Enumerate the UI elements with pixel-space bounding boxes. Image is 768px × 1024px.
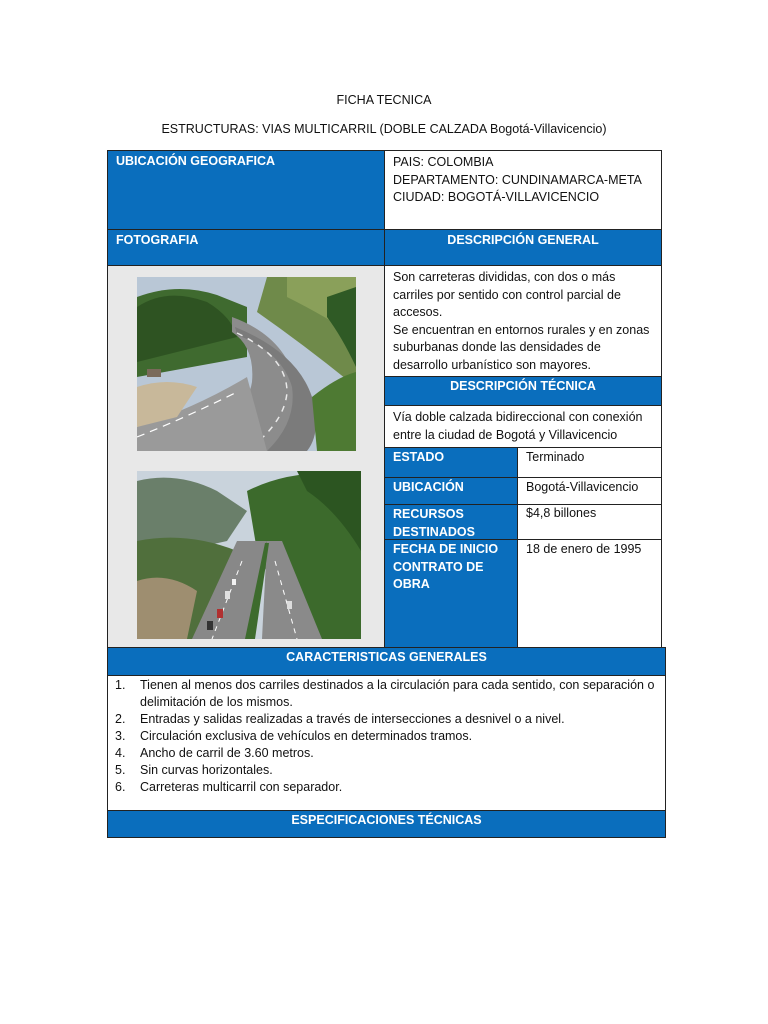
fotografia-header [107, 229, 385, 266]
list-item [108, 677, 655, 711]
caracteristicas-list-cell [107, 675, 666, 811]
descripcion-tecnica-body [384, 405, 662, 448]
estado-value [517, 447, 662, 478]
estado-label-text: ESTADO [393, 450, 445, 464]
list-item-text: Sin curvas horizontales. [140, 763, 273, 777]
highway-valley-photo [137, 471, 361, 639]
list-item [108, 711, 655, 728]
list-item-number: 1. [115, 678, 126, 692]
descripcion-general-text1: Son carreteras divididas, con dos o más carriles por sentido con control parcial de accesos. [393, 270, 621, 319]
descripcion-general-header [384, 229, 662, 266]
ubicacion-detail-label [384, 477, 518, 505]
list-item-number: 6. [115, 780, 126, 794]
fecha-inicio-label [384, 539, 518, 648]
ubicacion-detail-label-text: UBICACIÓN [393, 480, 464, 494]
list-item-text: Carreteras multicarril con separador. [140, 780, 343, 794]
recursos-label [384, 504, 518, 540]
list-item-number: 2. [115, 712, 126, 726]
highway-curve-photo [137, 277, 356, 451]
recursos-label-text: RECURSOS DESTINADOS [393, 507, 475, 539]
estado-value-text: Terminado [526, 450, 585, 464]
list-item-text: Entradas y salidas realizadas a través de intersecciones a desnivel o a nivel. [140, 712, 565, 726]
fecha-inicio-value [517, 539, 662, 648]
caracteristicas-header [107, 647, 666, 676]
list-item [108, 728, 655, 745]
fecha-inicio-value-text: 18 de enero de 1995 [526, 542, 642, 556]
fotografia-label: FOTOGRAFIA [116, 233, 199, 247]
departamento-text: DEPARTAMENTO: CUNDINAMARCA-META [393, 172, 642, 187]
ubicacion-detail-value-text: Bogotá-Villavicencio [526, 480, 639, 494]
recursos-value [517, 504, 662, 540]
ubicacion-detail-value [517, 477, 662, 505]
descripcion-general-label: DESCRIPCIÓN GENERAL [447, 233, 599, 247]
document-subtitle: ESTRUCTURAS: VIAS MULTICARRIL (DOBLE CALZADA Bogotá-Villavicencio) [161, 122, 607, 136]
descripcion-tecnica-text: Vía doble calzada bidireccional con conexión entre la ciudad de Bogotá y Villavicencio [393, 410, 643, 442]
ubicacion-label-text: UBICACIÓN GEOGRAFICA [116, 154, 276, 168]
descripcion-tecnica-label: DESCRIPCIÓN TÉCNICA [450, 379, 596, 393]
list-item-text: Tienen al menos dos carriles destinados a la circulación para cada sentido, con separación o delimitación de los mismos. [140, 678, 655, 709]
descripcion-general-text2: Se encuentran en entornos rurales y en zonas suburbanas donde las densidades de desarrollo urbanístico son mayores. [393, 322, 650, 372]
list-item [108, 779, 655, 796]
list-item-number: 5. [115, 763, 126, 777]
list-item-text: Ancho de carril de 3.60 metros. [140, 746, 314, 760]
fecha-inicio-label-text: FECHA DE INICIO CONTRATO DE OBRA [393, 542, 499, 591]
list-item-text: Circulación exclusiva de vehículos en determinados tramos. [140, 729, 473, 743]
caracteristicas-label: CARACTERISTICAS GENERALES [286, 650, 487, 664]
list-item [108, 745, 655, 762]
ubicacion-label [107, 150, 385, 230]
list-item-number: 3. [115, 729, 126, 743]
especificaciones-label: ESPECIFICACIONES TÉCNICAS [291, 813, 482, 827]
recursos-value-text: $4,8 billones [526, 506, 597, 520]
especificaciones-header [107, 810, 666, 838]
pais-text: PAIS: COLOMBIA [393, 155, 494, 169]
caracteristicas-list [108, 677, 655, 796]
estado-label [384, 447, 518, 478]
list-item [108, 762, 655, 779]
ubicacion-info [384, 150, 662, 230]
descripcion-tecnica-header [384, 376, 662, 406]
document-title: FICHA TECNICA [336, 93, 432, 107]
list-item-number: 4. [115, 746, 126, 760]
ciudad-text: CIUDAD: BOGOTÁ-VILLAVICENCIO [393, 190, 600, 204]
descripcion-general-body [384, 265, 662, 377]
